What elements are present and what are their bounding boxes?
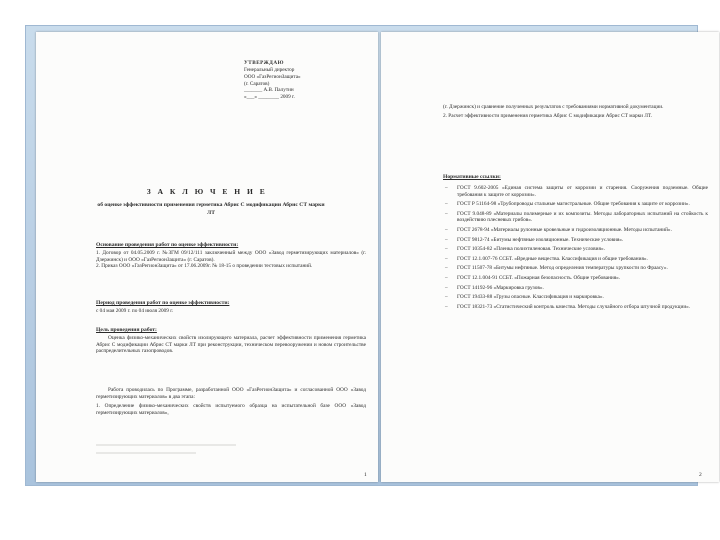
slide-frame bbox=[25, 25, 708, 486]
period-section bbox=[96, 300, 366, 315]
document-subtitle: об оценке эффективности применения герметика Абрис С модификации Абрис СТ марки ЛТ bbox=[97, 202, 325, 216]
page-number: 1 bbox=[364, 472, 367, 478]
basis-item: 2. Приказ ООО «ГазРегионЗащита» от 17.06.2009г. № 18-15 о проведении тестовых испытаний. bbox=[96, 263, 313, 270]
approval-caption: УТВЕРЖДАЮ bbox=[244, 60, 284, 66]
goal-section bbox=[96, 327, 366, 355]
works-text: Работа проводилась по Программе, разработанной ООО «ГазРегионЗащита» и согласованной ООО «Завод герметизирующих материалов» в два этапа: bbox=[96, 387, 366, 400]
approval-line: Генеральный директор bbox=[244, 66, 295, 73]
reference-item: – ГОСТ 11507-78 «Битумы нефтяные. Метод определения температуры хрупкости по Фраасу». bbox=[443, 265, 708, 272]
reference-item: – ГОСТ 2678-94 «Материалы рулонные кровельные и гидроизоляционные. Методы испытаний». bbox=[443, 227, 708, 234]
works-item: 1. Определение физико-механических свойств испытуемого образца на испытательной базе ООО «Завод герметизирующих материалов», bbox=[96, 403, 366, 416]
document-title: З А К Л Ю Ч Е Н И Е bbox=[146, 187, 268, 196]
goal-text: Оценка физико-механических свойств изолирующего материала, расчет эффективности применения герметика Абрис С модификации Абрис СТ марки ЛТ при реконструкции, техническом перевооружении и новом строительстве распределительных газопроводов. bbox=[96, 334, 366, 355]
approval-line: (г. Саратов) bbox=[244, 80, 270, 87]
approval-line: _______ А.В. Палутин bbox=[244, 87, 294, 94]
document-page-2 bbox=[381, 32, 719, 482]
continuation-line: (г. Дзержинск) и сравнение полученных результатов с требованиями нормативной документации. bbox=[443, 104, 664, 110]
reference-item: – ГОСТ 12.1.004-91 ССБТ. «Пожарная безопасность. Общие требования». bbox=[443, 275, 708, 282]
approval-line: ООО «ГазРегионЗащита» bbox=[244, 73, 301, 80]
reference-item: – ГОСТ Р 51164-98 «Трубопроводы стальные магистральные. Общие требования к защите от коррозии». bbox=[443, 201, 708, 208]
approval-line: «___» ________ 2009 г. bbox=[244, 94, 295, 101]
reference-item: – ГОСТ 10354-82 «Пленка полиэтиленовая. Технические условия». bbox=[443, 246, 708, 253]
period-heading: Период проведения работ по оценке эффективности: bbox=[96, 300, 230, 306]
approval-block bbox=[244, 60, 354, 101]
goal-heading: Цель проведения работ: bbox=[96, 327, 157, 333]
works-section bbox=[96, 387, 366, 416]
page-number: 2 bbox=[699, 472, 702, 478]
continuation-line: 2. Расчет эффективности применения герметика Абрис С модификации Абрис СТ марки ЛТ. bbox=[443, 112, 652, 119]
reference-item: – ГОСТ 14192-96 «Маркировка грузов». bbox=[443, 285, 708, 292]
period-text: с 04 мая 2009 г. по 04 июля 2009 г. bbox=[96, 307, 174, 314]
references-heading: Нормативные ссылки: bbox=[443, 174, 501, 180]
document-page-1 bbox=[36, 32, 378, 482]
reference-item: – ГОСТ 19433-88 «Грузы опасные. Классификация и маркировка». bbox=[443, 294, 708, 301]
basis-item: 1. Договор от 04.05.2009 г. №ЗГМ 09/12/111 заключенный между ООО «Завод герметизирующих материалов» (г. Дзержинск) и ООО «ГазРегионЗащита» (г. Саратов). bbox=[96, 249, 366, 263]
reference-item: – ГОСТ 12.1.007-76 ССБТ. «Вредные вещества. Классификация и общие требования». bbox=[443, 256, 708, 263]
basis-heading: Основание проведения работ по оценке эффективности: bbox=[96, 242, 239, 248]
reference-item: – ГОСТ 18321-73 «Статистический контроль качества. Методы случайного отбора штучной продукции». bbox=[443, 304, 708, 311]
scan-artifact bbox=[96, 452, 196, 454]
reference-item: – ГОСТ 9812-74 «Битумы нефтяные изоляционные. Технические условия». bbox=[443, 237, 708, 244]
reference-item: – ГОСТ 9.602-2005 «Единая система защиты от коррозии и старения. Сооружения подземные. Общие требования к защите от коррозии». bbox=[443, 185, 708, 198]
continuation-block bbox=[443, 104, 708, 121]
basis-section bbox=[96, 242, 366, 270]
reference-item: – ГОСТ 9.048-89 «Материалы полимерные и их композиты. Методы лабораторных испытаний на стойкость к воздействию плесневых грибов». bbox=[443, 211, 708, 224]
scan-artifact bbox=[96, 444, 236, 446]
references-list bbox=[443, 185, 708, 314]
